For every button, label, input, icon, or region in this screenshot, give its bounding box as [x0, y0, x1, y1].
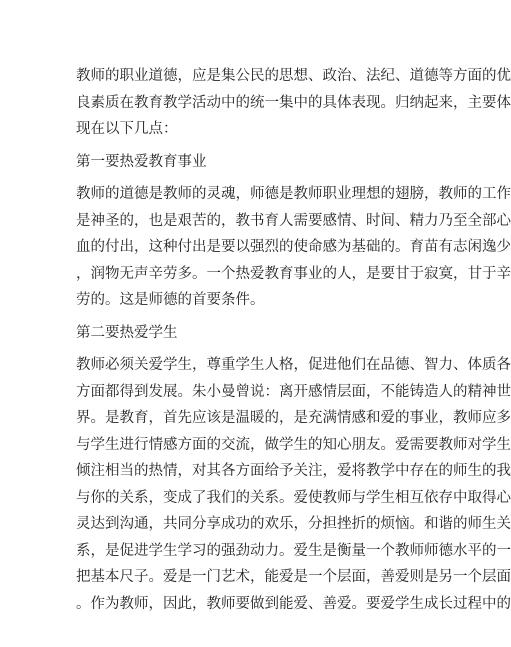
text-line: 方面都得到发展。朱小曼曾说：离开感情层面，不能铸造人的精神世	[76, 383, 511, 400]
text-line: 倾注相当的热情，对其各方面给予关注，爱将教学中存在的师生的我	[76, 463, 511, 479]
text-line: 教师的道德是教师的灵魂，师德是教师职业理想的翅膀，教师的工作	[76, 186, 511, 202]
text-line: 现在以下几点：	[76, 121, 178, 137]
text-line: ，润物无声辛劳多。一个热爱教育事业的人，是要甘于寂寞，甘于辛	[76, 265, 511, 282]
text-line: 血的付出，这种付出是要以强烈的使命感为基础的。育苗有志闲逸少	[76, 239, 511, 255]
text-line: 教师的职业道德，应是集公民的思想、政治、法纪、道德等方面的优	[76, 68, 511, 84]
text-line: 界。是教育，首先应该是温暖的，是充满情感和爱的事业，教师应多	[76, 410, 511, 426]
document-body	[76, 63, 511, 617]
section-1-paragraph	[76, 181, 511, 314]
text-line: 是神圣的，也是艰苦的，教书育人需要感情、时间、精力乃至全部心	[76, 212, 511, 229]
section-heading-1: 第一要热爱教育事业	[76, 153, 207, 170]
text-line: 灵达到沟通，共同分享成功的欢乐，分担挫折的烦恼。和谐的师生关	[76, 516, 511, 532]
text-line: 与你的关系，变成了我们的关系。爱使教师与学生相互依存中取得心	[76, 489, 511, 506]
section-heading-2: 第二要热爱学生	[76, 324, 178, 341]
text-line: 教师必须关爱学生，尊重学生人格，促进他们在品德、智力、体质各	[76, 357, 511, 373]
text-line: 劳的。这是师德的首要条件。	[76, 292, 265, 308]
text-line: 。作为教师，因此，教师要做到能爱、善爱。要爱学生成长过程中的	[76, 595, 511, 612]
text-line: 良素质在教育教学活动中的统一集中的具体表现。归纳起来，主要体	[76, 94, 511, 111]
text-line: 把基本尺子。爱是一门艺术，能爱是一个层面，善爱则是另一个层面	[76, 569, 511, 585]
text-line: 系，是促进学生学习的强劲动力。爱生是衡量一个教师师德水平的一	[76, 542, 511, 559]
intro-paragraph	[76, 63, 511, 143]
text-line: 与学生进行情感方面的交流，做学生的知心朋友。爱需要教师对学生	[76, 436, 511, 453]
section-2-paragraph	[76, 352, 511, 617]
